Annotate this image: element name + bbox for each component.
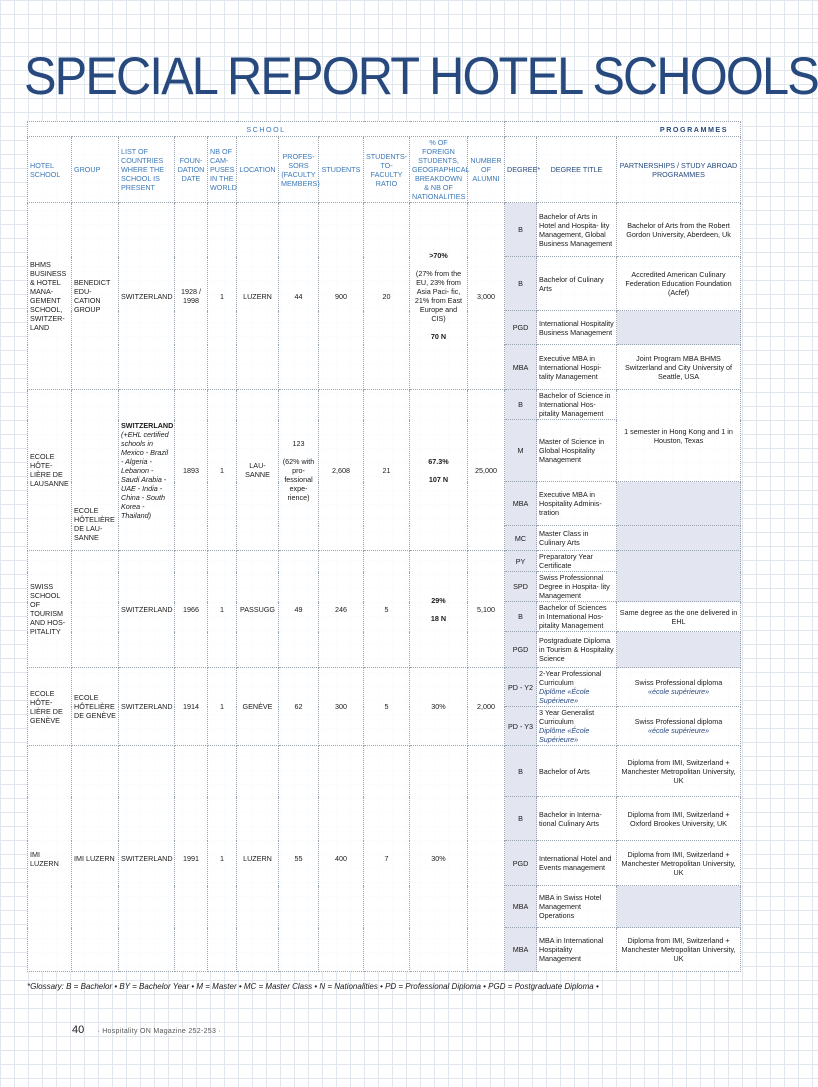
degree-code: MBA <box>505 928 537 972</box>
countries-main: SWITZERLAND <box>121 420 174 430</box>
partnership-empty <box>617 551 741 602</box>
degree-title: International Hotel and Events management <box>537 841 617 886</box>
page-footer <box>72 1024 221 1036</box>
school-name-sst: SWISS SCHOOL OF TOURISM AND HOS- PITALITY <box>28 551 72 668</box>
partnership: Diploma from IMI, Switzerland + Manchester Metropolitan University, UK <box>617 746 741 797</box>
table-row <box>28 668 741 707</box>
professors-detail: (62% with pro- fessional expe- rience) <box>282 456 315 502</box>
partnership: Bachelor of Arts from the Robert Gordon University, Aberdeen, Uk <box>617 203 741 257</box>
degree-code: PGD <box>505 632 537 668</box>
header-ratio: STUDENTS- TO-FACULTY RATIO <box>364 137 410 203</box>
students-sst: 246 <box>319 551 364 668</box>
degree-code: M <box>505 420 537 482</box>
degree-title: Bachelor of Arts in Hotel and Hospita- lity Management, Global Business Management <box>537 203 617 257</box>
countries-imi: SWITZERLAND <box>119 746 175 972</box>
school-name-bhms: BHMS BUSINESS & HOTEL MANA- GEMENT SCHOOL, SWITZER- LAND <box>28 203 72 390</box>
degree-code: B <box>505 390 537 420</box>
alumni-geneve: 2,000 <box>468 668 505 746</box>
partnership-empty <box>617 526 741 551</box>
partnership-cell <box>617 668 741 707</box>
foundation-bhms: 1928 / 1998 <box>175 203 208 390</box>
partnership: Accredited American Culinary Federation Education Foundation (Acfef) <box>617 257 741 311</box>
students-imi: 400 <box>319 746 364 972</box>
degree-code: MBA <box>505 886 537 928</box>
partnership-cell <box>617 707 741 746</box>
table-row <box>28 203 741 257</box>
foreign-detail: (27% from the EU, 23% from Asia Paci- fic, 21% from East Europe and CIS) <box>414 269 463 323</box>
magazine-name: · Hospitality ON Magazine 252-253 · <box>97 1028 222 1035</box>
nationalities: 70 N <box>430 332 447 341</box>
header-hotel-school: HOTEL SCHOOL <box>28 137 72 203</box>
nationalities: 18 N <box>430 613 447 623</box>
degree-title: Bachelor in Interna- tional Culinary Arts <box>537 797 617 841</box>
school-name-imi: IMI LUZERN <box>28 746 72 972</box>
degree-code: MBA <box>505 345 537 390</box>
page-number: 40 <box>72 1024 85 1036</box>
students-ehl: 2,608 <box>319 390 364 551</box>
degree-title-note: Diplôme «École Supérieure» <box>539 687 590 705</box>
partnership-empty <box>617 482 741 526</box>
partnership: Diploma from IMI, Switzerland + Manchester Metropolitan University, UK <box>617 928 741 972</box>
partnership: Swiss Professional diploma <box>634 717 723 726</box>
partnership: Diploma from IMI, Switzerland + Oxford Brookes University, UK <box>617 797 741 841</box>
professors-bhms: 44 <box>279 203 319 390</box>
degree-code: B <box>505 257 537 311</box>
campuses-geneve: 1 <box>208 668 237 746</box>
degree-code: PD - Y3 <box>505 707 537 746</box>
partnership: Diploma from IMI, Switzerland + Manchester Metropolitan University, UK <box>617 841 741 886</box>
header-location: LOCATION <box>237 137 279 203</box>
alumni-sst: 5,100 <box>468 551 505 668</box>
foreign-bhms <box>410 203 468 390</box>
degree-title: Bachelor of Sciences in International Hos- pitality Management <box>537 602 617 632</box>
section-school: SCHOOL <box>28 122 505 137</box>
group-sst <box>72 551 119 668</box>
foundation-sst: 1966 <box>175 551 208 668</box>
header-campuses: NB OF CAM- PUSES IN THE WORLD <box>208 137 237 203</box>
degree-title: 3 Year Generalist Curriculum <box>539 708 595 726</box>
degree-code: MBA <box>505 482 537 526</box>
countries-sst: SWITZERLAND <box>119 551 175 668</box>
degree-code: B <box>505 203 537 257</box>
foundation-ehl: 1893 <box>175 390 208 551</box>
degree-code: B <box>505 746 537 797</box>
campuses-sst: 1 <box>208 551 237 668</box>
degree-title-note: Diplôme «École Supérieure» <box>539 726 590 744</box>
partnership: Joint Program MBA BHMS Switzerland and City University of Seattle, USA <box>617 345 741 390</box>
foreign-ehl <box>410 390 468 551</box>
degree-code: PY <box>505 551 537 572</box>
degree-title: Bachelor of Culinary Arts <box>537 257 617 311</box>
foreign-pct: 67.3% <box>428 456 449 466</box>
header-foundation: FOUN- DATION DATE <box>175 137 208 203</box>
degree-title: Executive MBA in International Hospi- tality Management <box>537 345 617 390</box>
countries-ehl <box>119 390 175 551</box>
degree-title: Preparatory Year Certificate <box>537 551 617 572</box>
table-row <box>28 746 741 797</box>
professors-imi: 55 <box>279 746 319 972</box>
foundation-geneve: 1914 <box>175 668 208 746</box>
hotel-schools-table <box>27 121 741 972</box>
location-imi: LUZERN <box>237 746 279 972</box>
degree-code: B <box>505 797 537 841</box>
degree-title: MBA in Swiss Hotel Management Operations <box>537 886 617 928</box>
degree-title: 2-Year Professional Curriculum <box>539 669 602 687</box>
location-geneve: GENÈVE <box>237 668 279 746</box>
header-foreign: % OF FOREIGN STUDENTS, GEOGRAPHICAL BREAKDOWN & NB OF NATIONALITIES <box>410 137 468 203</box>
partnership: Swiss Professional diploma <box>634 678 723 687</box>
degree-code: B <box>505 602 537 632</box>
foreign-pct: >70% <box>429 251 448 260</box>
group-imi: IMI LUZERN <box>72 746 119 972</box>
campuses-bhms: 1 <box>208 203 237 390</box>
professors-ehl <box>279 390 319 551</box>
degree-title-cell <box>537 668 617 707</box>
table-row <box>28 390 741 420</box>
header-professors: PROFES- SORS (FACULTY MEMBERS) <box>279 137 319 203</box>
header-degree: DEGREE* <box>505 137 537 203</box>
partnership: Same degree as the one delivered in EHL <box>617 602 741 632</box>
professors-count: 123 <box>292 438 305 448</box>
table-row <box>28 551 741 572</box>
students-geneve: 300 <box>319 668 364 746</box>
location-bhms: LUZERN <box>237 203 279 390</box>
foreign-geneve: 30% <box>410 668 468 746</box>
degree-code: MC <box>505 526 537 551</box>
header-students: STUDENTS <box>319 137 364 203</box>
partnership-empty <box>617 886 741 928</box>
header-alumni: NUMBER OF ALUMNI <box>468 137 505 203</box>
header-group: GROUP <box>72 137 119 203</box>
degree-title: Master of Science in Global Hospitality Management <box>537 420 617 482</box>
degree-code: PGD <box>505 311 537 345</box>
page-title: SPECIAL REPORT HOTEL SCHOOLS <box>24 47 818 106</box>
degree-code: SPD <box>505 572 537 602</box>
header-degree-title: DEGREE TITLE <box>537 137 617 203</box>
group-bhms: BENEDICT EDU- CATION GROUP <box>72 203 119 390</box>
countries-geneve: SWITZERLAND <box>119 668 175 746</box>
degree-code: PGD <box>505 841 537 886</box>
ratio-bhms: 20 <box>364 203 410 390</box>
header-countries: LIST OF COUNTRIES WHERE THE SCHOOL IS PRESENT <box>119 137 175 203</box>
group-ehl: ECOLE HÔTELIÈRE DE LAU- SANNE <box>72 390 119 551</box>
degree-title-cell <box>537 707 617 746</box>
degree-title: Postgraduate Diploma in Tourism & Hospitality Science <box>537 632 617 668</box>
partnership-note: «école supérieure» <box>647 726 710 735</box>
school-name-geneve: ECOLE HÔTE- LIÈRE DE GENÈVE <box>28 668 72 746</box>
header-partnerships: PARTNERSHIPS / STUDY ABROAD PROGRAMMES <box>617 137 741 203</box>
ratio-geneve: 5 <box>364 668 410 746</box>
campuses-imi: 1 <box>208 746 237 972</box>
degree-title: MBA in International Hospitality Management <box>537 928 617 972</box>
section-programmes: PROGRAMMES <box>505 122 741 137</box>
degree-title: Bachelor of Science in International Hos- pitality Management <box>537 390 617 420</box>
glossary-note: *Glossary: B = Bachelor • BY = Bachelor Year • M = Master • MC = Master Class • N = Nationalities • PD = Professional Diploma • PGD = Postgraduate Diploma • <box>27 982 599 991</box>
degree-title: Master Class in Culinary Arts <box>537 526 617 551</box>
location-ehl: LAU- SANNE <box>237 390 279 551</box>
alumni-bhms: 3,000 <box>468 203 505 390</box>
degree-code: PD - Y2 <box>505 668 537 707</box>
countries-detail: (+EHL certified schools in Mexico - Brazil - Algeria - Lebanon - Saudi Arabia - UAE - India - China - South Korea - Thailand) <box>121 429 169 520</box>
partnership <box>617 311 741 345</box>
degree-title: Executive MBA in Hospitality Adminis- tration <box>537 482 617 526</box>
foundation-imi: 1991 <box>175 746 208 972</box>
ratio-ehl: 21 <box>364 390 410 551</box>
foreign-sst <box>410 551 468 668</box>
foreign-pct: 29% <box>431 595 446 605</box>
partnership-note: «école supérieure» <box>647 687 710 696</box>
nationalities: 107 N <box>428 474 449 484</box>
school-name-ehl: ECOLE HÔTE- LIÈRE DE LAUSANNE <box>28 390 72 551</box>
partnership-empty <box>617 632 741 668</box>
partnership: 1 semester in Hong Kong and 1 in Houston, Texas <box>617 390 741 482</box>
alumni-imi <box>468 746 505 972</box>
group-geneve: ECOLE HÔTELIÈRE DE GENÈVE <box>72 668 119 746</box>
foreign-imi: 30% <box>410 746 468 972</box>
campuses-ehl: 1 <box>208 390 237 551</box>
alumni-ehl: 25,000 <box>468 390 505 551</box>
professors-sst: 49 <box>279 551 319 668</box>
location-sst: PASSUGG <box>237 551 279 668</box>
ratio-imi: 7 <box>364 746 410 972</box>
professors-geneve: 62 <box>279 668 319 746</box>
countries-bhms: SWITZERLAND <box>119 203 175 390</box>
degree-title: Bachelor of Arts <box>537 746 617 797</box>
students-bhms: 900 <box>319 203 364 390</box>
ratio-sst: 5 <box>364 551 410 668</box>
degree-title: International Hospitality Business Management <box>537 311 617 345</box>
degree-title: Swiss Professionnal Degree in Hospita- lity Management <box>537 572 617 602</box>
